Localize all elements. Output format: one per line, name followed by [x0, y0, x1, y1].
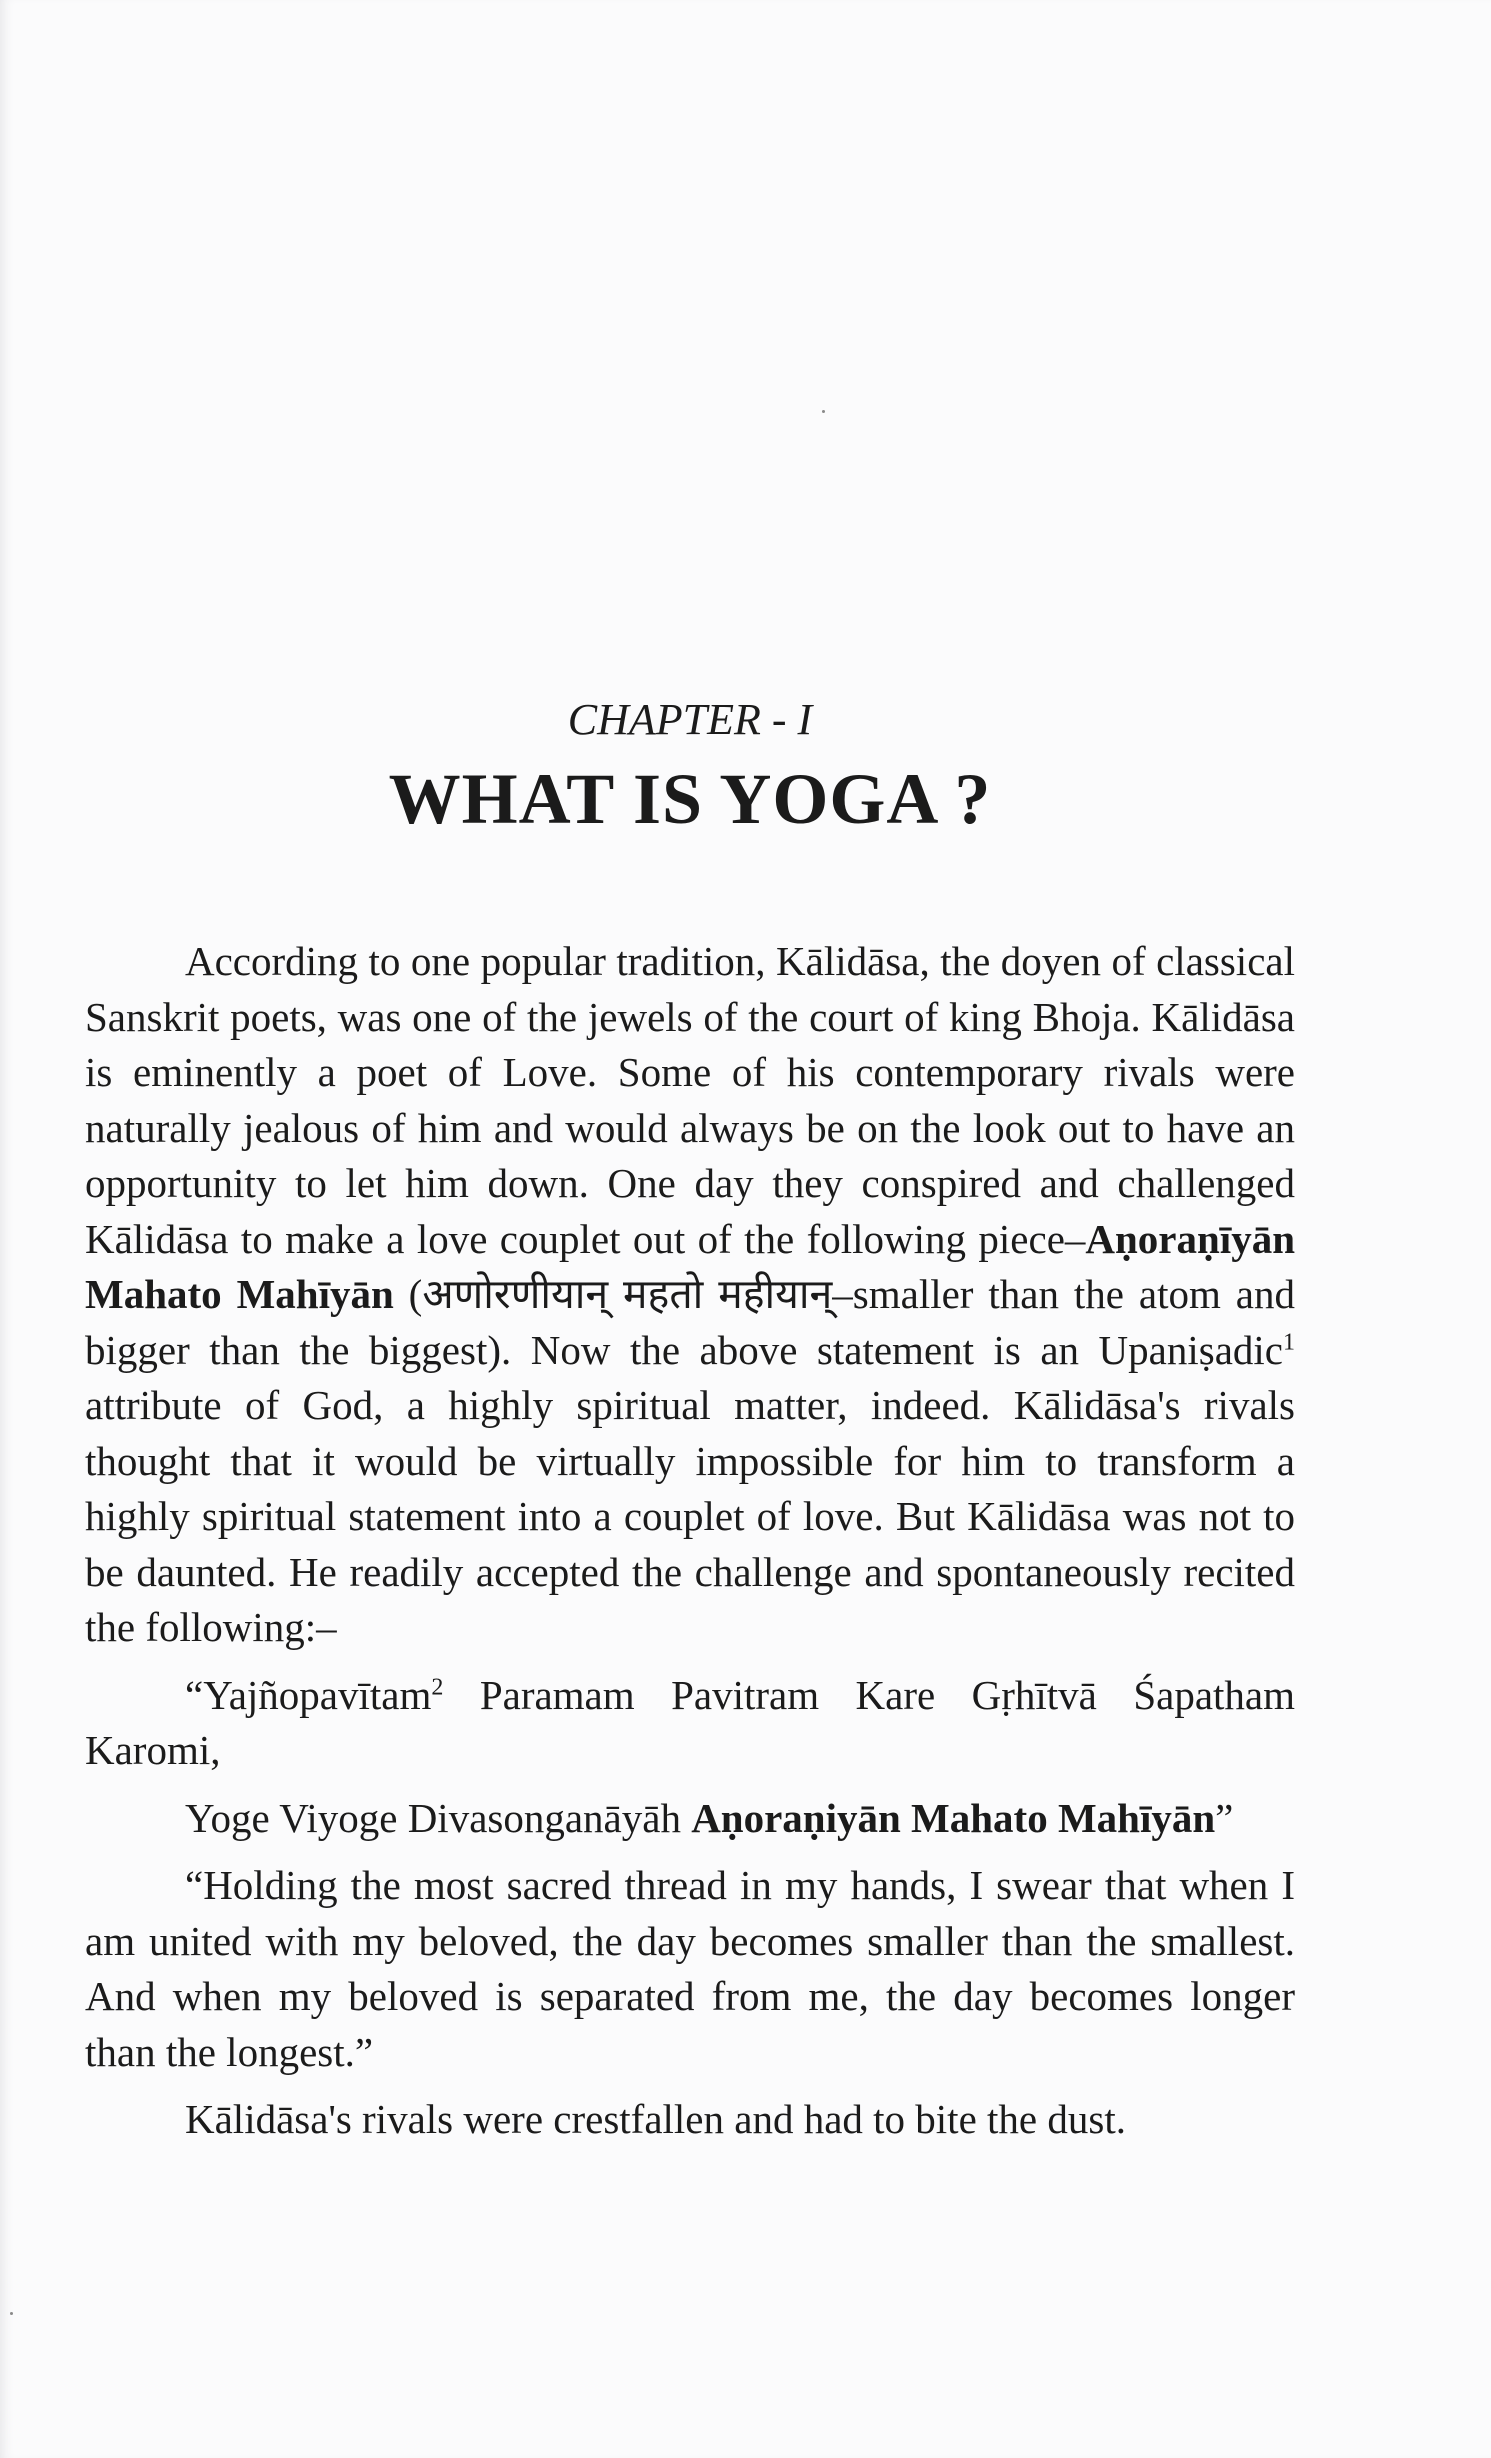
footnote-marker-2: 2 [431, 1673, 444, 1700]
paragraph-intro-text-b: (अणोरणीयान् महतो महीयान्–smaller than the atom and bigger than the biggest). Now the above statement is an Upaniṣadic [85, 1271, 1295, 1373]
chapter-body [85, 934, 1295, 2148]
verse-line-2-text-a: Yoge Viyoge Divasonganāyāh [185, 1794, 692, 1841]
chapter-label: CHAPTER - I [567, 695, 813, 744]
verse-line-1-text-a: “Yajñopavītam [185, 1671, 432, 1718]
chapter-title: WHAT IS YOGA ? [388, 759, 992, 839]
verse-line-2 [85, 1791, 1295, 1847]
sanskrit-phrase-bold: Aṇoraṇīyān Mahato Mahīyān [85, 1215, 1295, 1317]
verse-bold-phrase: Aṇoraṇiyān Mahato Mahīyān [691, 1794, 1216, 1841]
verse-line-1-text-b: Paramam Pavitram Kare Gṛhītvā Śapatham Karomi, [85, 1671, 1295, 1773]
verse-line-2-text-b: ” [1215, 1794, 1234, 1841]
speck-mark [822, 410, 825, 413]
paragraph-intro-text-c: attribute of God, a highly spiritual matter, indeed. Kālidāsa's rivals thought that it would be virtually impossible for him to transform a highly spiritual statement into a couplet of love. But Kālidāsa was not to be daunted. He readily accepted the challenge and spontaneously recited the following:– [85, 1382, 1295, 1650]
closing-paragraph: Kālidāsa's rivals were crestfallen and had to bite the dust. [185, 2096, 1126, 2142]
paragraph-intro [85, 934, 1295, 1656]
paragraph-intro-text-a: According to one popular tradition, Kālidāsa, the doyen of classical Sanskrit poets, was one of the jewels of the court of king Bhoja. Kālidāsa is eminently a poet of Love. Some of his contemporary rivals were naturally jealous of him and would always be on the look out to have an opportunity to let him down. One day they conspired and challenged Kālidāsa to make a love couplet out of the following piece– [85, 938, 1295, 1262]
speck-mark [10, 2312, 13, 2315]
footnote-marker-1: 1 [1283, 1328, 1295, 1355]
page-text [85, 690, 1295, 2148]
verse-line-1 [85, 1668, 1295, 1779]
verse-translation: “Holding the most sacred thread in my hands, I swear that when I am united with my beloved, the day becomes smaller than the smallest. And when my beloved is separated from me, the day becomes longer than the longest.” [85, 1862, 1295, 2075]
